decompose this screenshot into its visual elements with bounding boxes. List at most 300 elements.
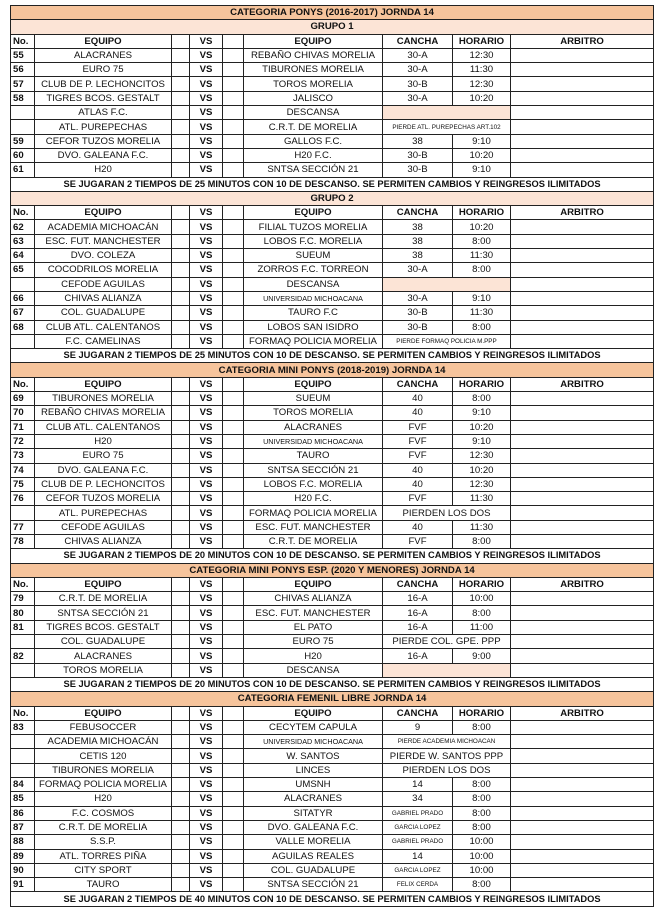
match-row	[11, 163, 654, 177]
home-team: ACADEMIA MICHOACÁN	[35, 735, 172, 749]
header-cancha: CANCHA	[383, 34, 453, 48]
home-team: TIBURONES MORELIA	[35, 392, 172, 406]
arbitro-cell	[511, 291, 654, 305]
spacer-cell	[223, 106, 244, 120]
spacer-cell	[223, 134, 244, 148]
home-team: CEFODE AGUILAS	[35, 277, 172, 291]
home-team: TIGRES BCOS. GESTALT	[35, 91, 172, 105]
header-horario: HORARIO	[453, 577, 511, 591]
vs-label: VS	[190, 778, 223, 792]
match-number: 87	[11, 820, 35, 834]
header-no: No.	[11, 377, 35, 391]
vs-label: VS	[190, 306, 223, 320]
arbitro-cell	[511, 163, 654, 177]
column-header-row	[11, 377, 654, 391]
match-result: PIERDEN LOS DOS	[383, 506, 511, 520]
match-number: 61	[11, 163, 35, 177]
match-row	[11, 392, 654, 406]
arbitro-cell	[511, 434, 654, 448]
home-team: F.C. COSMOS	[35, 806, 172, 820]
match-row	[11, 720, 654, 734]
match-row	[11, 334, 654, 348]
arbitro-cell	[511, 792, 654, 806]
cancha: FELIX CERDA	[383, 878, 453, 892]
spacer-cell	[172, 449, 190, 463]
match-result: PIERDE ACADEMIA MICHOACAN	[383, 735, 511, 749]
cancha: 30-B	[383, 320, 453, 334]
home-team: C.R.T. DE MORELIA	[35, 820, 172, 834]
away-team: LOBOS SAN ISIDRO	[244, 320, 383, 334]
spacer-cell	[223, 120, 244, 134]
header-arbitro: ARBITRO	[511, 206, 654, 220]
arbitro-cell	[511, 749, 654, 763]
vs-label: VS	[190, 449, 223, 463]
match-row	[11, 592, 654, 606]
horario: 8:00	[453, 606, 511, 620]
header-cancha: CANCHA	[383, 206, 453, 220]
spacer-cell	[223, 778, 244, 792]
vs-label: VS	[190, 320, 223, 334]
cancha: 40	[383, 406, 453, 420]
away-team: C.R.T. DE MORELIA	[244, 534, 383, 548]
horario: 12:30	[453, 449, 511, 463]
home-team: DVO. GALEANA F.C.	[35, 463, 172, 477]
cancha: 16-A	[383, 649, 453, 663]
away-team: UNIVERSIDAD MICHOACANA	[244, 434, 383, 448]
horario: 10:20	[453, 148, 511, 162]
spacer-cell	[172, 592, 190, 606]
away-team: SUEUM	[244, 392, 383, 406]
home-team: SNTSA SECCIÓN 21	[35, 606, 172, 620]
spacer-cell	[172, 649, 190, 663]
vs-label: VS	[190, 63, 223, 77]
spacer-cell	[172, 220, 190, 234]
match-row	[11, 878, 654, 892]
cancha: 14	[383, 778, 453, 792]
match-result: PIERDE COL. GPE. PPP	[383, 635, 511, 649]
away-team: LOBOS F.C. MORELIA	[244, 477, 383, 491]
match-row	[11, 778, 654, 792]
spacer-cell	[172, 263, 190, 277]
arbitro-cell	[511, 606, 654, 620]
arbitro-cell	[511, 878, 654, 892]
match-number	[11, 506, 35, 520]
column-header-row	[11, 706, 654, 720]
match-row	[11, 649, 654, 663]
match-row	[11, 635, 654, 649]
horario: 9:10	[453, 291, 511, 305]
away-team: ALACRANES	[244, 792, 383, 806]
spacer-cell	[223, 806, 244, 820]
home-team: EURO 75	[35, 63, 172, 77]
spacer-cell	[172, 620, 190, 634]
match-row	[11, 306, 654, 320]
arbitro-cell	[511, 592, 654, 606]
header-away-team: EQUIPO	[244, 34, 383, 48]
vs-label: VS	[190, 420, 223, 434]
spacer-cell	[172, 792, 190, 806]
match-row	[11, 148, 654, 162]
vs-label: VS	[190, 163, 223, 177]
home-team: F.C. CAMELINAS	[35, 334, 172, 348]
match-row	[11, 735, 654, 749]
away-team: TIBURONES MORELIA	[244, 63, 383, 77]
home-team: CHIVAS ALIANZA	[35, 534, 172, 548]
horario: 8:00	[453, 263, 511, 277]
arbitro-cell	[511, 477, 654, 491]
spacer-cell	[172, 806, 190, 820]
header-no: No.	[11, 706, 35, 720]
home-team: ALACRANES	[35, 48, 172, 62]
away-team: ZORROS F.C. TORREON	[244, 263, 383, 277]
spacer-cell	[172, 77, 190, 91]
vs-label: VS	[190, 463, 223, 477]
vs-label: VS	[190, 849, 223, 863]
away-team: EURO 75	[244, 635, 383, 649]
cancha: 30-A	[383, 291, 453, 305]
away-team: AGUILAS REALES	[244, 849, 383, 863]
column-header-row	[11, 206, 654, 220]
spacer-cell	[223, 249, 244, 263]
match-number: 76	[11, 492, 35, 506]
away-team: DESCANSA	[244, 277, 383, 291]
header-no: No.	[11, 206, 35, 220]
vs-label: VS	[190, 148, 223, 162]
bye-shaded-cell	[383, 277, 511, 291]
home-team: COL. GUADALUPE	[35, 635, 172, 649]
match-row	[11, 477, 654, 491]
arbitro-cell	[511, 134, 654, 148]
match-number: 77	[11, 520, 35, 534]
arbitro-cell	[511, 263, 654, 277]
spacer-cell	[223, 434, 244, 448]
cancha: GARCIA LOPEZ	[383, 863, 453, 877]
vs-label: VS	[190, 492, 223, 506]
home-team: DVO. GALEANA F.C.	[35, 148, 172, 162]
spacer-cell	[172, 434, 190, 448]
horario: 9:10	[453, 406, 511, 420]
match-number: 82	[11, 649, 35, 663]
cancha: 38	[383, 234, 453, 248]
arbitro-cell	[511, 534, 654, 548]
match-number: 68	[11, 320, 35, 334]
vs-label: VS	[190, 234, 223, 248]
away-team: DESCANSA	[244, 663, 383, 677]
match-number: 71	[11, 420, 35, 434]
spacer-cell	[223, 420, 244, 434]
spacer-cell	[172, 334, 190, 348]
horario: 8:00	[453, 534, 511, 548]
arbitro-cell	[511, 763, 654, 777]
away-team: SUEUM	[244, 249, 383, 263]
cancha: 30-B	[383, 163, 453, 177]
bye-shaded-cell	[383, 106, 511, 120]
header-away-team: EQUIPO	[244, 706, 383, 720]
match-number: 85	[11, 792, 35, 806]
home-team: CEFOR TUZOS MORELIA	[35, 134, 172, 148]
spacer-cell	[172, 763, 190, 777]
arbitro-cell	[511, 720, 654, 734]
spacer-cell	[223, 406, 244, 420]
match-row	[11, 406, 654, 420]
match-number: 73	[11, 449, 35, 463]
vs-label: VS	[190, 720, 223, 734]
rules-note: SE JUGARAN 2 TIEMPOS DE 25 MINUTOS CON 10 DE DESCANSO. SE PERMITEN CAMBIOS Y REINGRESOS ILIMITADOS	[11, 349, 654, 363]
match-row	[11, 835, 654, 849]
match-row	[11, 63, 654, 77]
cancha: 38	[383, 220, 453, 234]
arbitro-cell	[511, 392, 654, 406]
spacer-cell	[172, 849, 190, 863]
match-number: 59	[11, 134, 35, 148]
away-team: DVO. GALEANA F.C.	[244, 820, 383, 834]
header-vs: VS	[190, 34, 223, 48]
match-row	[11, 820, 654, 834]
away-team: CECYTEM CAPULA	[244, 720, 383, 734]
group-title: GRUPO 1	[11, 20, 654, 34]
away-team: SNTSA SECCIÓN 21	[244, 163, 383, 177]
spacer-cell	[223, 620, 244, 634]
spacer-cell	[172, 477, 190, 491]
match-result: PIERDE FORMAQ POLICIA M.PPP	[383, 334, 511, 348]
arbitro-cell	[511, 778, 654, 792]
spacer-cell	[172, 91, 190, 105]
match-row	[11, 849, 654, 863]
header-vs: VS	[190, 206, 223, 220]
vs-label: VS	[190, 592, 223, 606]
header-arbitro: ARBITRO	[511, 706, 654, 720]
rules-note: SE JUGARAN 2 TIEMPOS DE 25 MINUTOS CON 10 DE DESCANSO. SE PERMITEN CAMBIOS Y REINGRESOS ILIMITADOS	[11, 177, 654, 191]
cancha: 30-A	[383, 63, 453, 77]
horario: 9:10	[453, 434, 511, 448]
header-arbitro: ARBITRO	[511, 577, 654, 591]
horario: 8:00	[453, 320, 511, 334]
spacer-cell	[172, 863, 190, 877]
match-number: 58	[11, 91, 35, 105]
spacer-cell	[223, 463, 244, 477]
match-result: PIERDEN LOS DOS	[383, 763, 511, 777]
vs-label: VS	[190, 735, 223, 749]
spacer-cell	[172, 463, 190, 477]
match-row	[11, 120, 654, 134]
arbitro-cell	[511, 320, 654, 334]
horario: 9:00	[453, 649, 511, 663]
spacer-cell	[172, 520, 190, 534]
match-row	[11, 506, 654, 520]
spacer-cell	[172, 392, 190, 406]
horario: 11:30	[453, 520, 511, 534]
vs-label: VS	[190, 334, 223, 348]
match-number	[11, 277, 35, 291]
match-row	[11, 420, 654, 434]
away-team: SNTSA SECCIÓN 21	[244, 878, 383, 892]
header-horario: HORARIO	[453, 206, 511, 220]
category-title: CATEGORIA PONYS (2016-2017) JORNDA 14	[11, 6, 654, 20]
arbitro-cell	[511, 91, 654, 105]
arbitro-cell	[511, 220, 654, 234]
arbitro-cell	[511, 306, 654, 320]
match-row	[11, 234, 654, 248]
home-team: CHIVAS ALIANZA	[35, 291, 172, 305]
away-team: TOROS MORELIA	[244, 406, 383, 420]
home-team: ALACRANES	[35, 649, 172, 663]
header-horario: HORARIO	[453, 34, 511, 48]
horario: 11:00	[453, 620, 511, 634]
away-team: C.R.T. DE MORELIA	[244, 120, 383, 134]
spacer-cell	[223, 449, 244, 463]
header-vs: VS	[190, 577, 223, 591]
spacer-cell	[223, 606, 244, 620]
cancha: 9	[383, 720, 453, 734]
away-team: GALLOS F.C.	[244, 134, 383, 148]
spacer-cell	[172, 148, 190, 162]
header-cancha: CANCHA	[383, 377, 453, 391]
vs-label: VS	[190, 620, 223, 634]
match-number	[11, 334, 35, 348]
group-title: GRUPO 2	[11, 191, 654, 205]
header-home-team: EQUIPO	[35, 34, 172, 48]
cancha: 30-B	[383, 148, 453, 162]
vs-label: VS	[190, 649, 223, 663]
arbitro-cell	[511, 106, 654, 120]
horario: 10:20	[453, 91, 511, 105]
match-number: 83	[11, 720, 35, 734]
header-horario: HORARIO	[453, 377, 511, 391]
vs-label: VS	[190, 77, 223, 91]
arbitro-cell	[511, 835, 654, 849]
away-team: H20 F.C.	[244, 492, 383, 506]
away-team: UNIVERSIDAD MICHOACANA	[244, 735, 383, 749]
home-team: H20	[35, 792, 172, 806]
vs-label: VS	[190, 48, 223, 62]
cancha: FVF	[383, 434, 453, 448]
arbitro-cell	[511, 806, 654, 820]
spacer-cell	[223, 735, 244, 749]
header-spacer	[223, 206, 244, 220]
match-row	[11, 449, 654, 463]
arbitro-cell	[511, 863, 654, 877]
horario: 8:00	[453, 234, 511, 248]
match-number: 75	[11, 477, 35, 491]
rules-note-row	[11, 349, 654, 363]
horario: 8:00	[453, 720, 511, 734]
horario: 10:20	[453, 463, 511, 477]
match-row	[11, 863, 654, 877]
away-team: ESC. FUT. MANCHESTER	[244, 606, 383, 620]
spacer-cell	[223, 663, 244, 677]
vs-label: VS	[190, 663, 223, 677]
header-horario: HORARIO	[453, 706, 511, 720]
away-team: FILIAL TUZOS MORELIA	[244, 220, 383, 234]
match-number: 84	[11, 778, 35, 792]
away-team: JALISCO	[244, 91, 383, 105]
match-number	[11, 735, 35, 749]
header-home-team: EQUIPO	[35, 377, 172, 391]
horario: 11:30	[453, 492, 511, 506]
spacer-cell	[172, 306, 190, 320]
match-number	[11, 120, 35, 134]
match-row	[11, 320, 654, 334]
match-number: 56	[11, 63, 35, 77]
spacer-cell	[172, 291, 190, 305]
spacer-cell	[172, 663, 190, 677]
horario: 11:30	[453, 306, 511, 320]
spacer-cell	[172, 234, 190, 248]
spacer-cell	[223, 720, 244, 734]
home-team: S.S.P.	[35, 835, 172, 849]
match-number	[11, 663, 35, 677]
spacer-cell	[223, 277, 244, 291]
spacer-cell	[223, 263, 244, 277]
spacer-cell	[223, 820, 244, 834]
header-home-team: EQUIPO	[35, 577, 172, 591]
header-home-team: EQUIPO	[35, 206, 172, 220]
vs-label: VS	[190, 91, 223, 105]
match-number: 70	[11, 406, 35, 420]
arbitro-cell	[511, 449, 654, 463]
horario: 8:00	[453, 878, 511, 892]
away-team: LOBOS F.C. MORELIA	[244, 234, 383, 248]
cancha: FVF	[383, 420, 453, 434]
vs-label: VS	[190, 134, 223, 148]
arbitro-cell	[511, 406, 654, 420]
match-number	[11, 763, 35, 777]
away-team: LINCES	[244, 763, 383, 777]
cancha: 40	[383, 392, 453, 406]
spacer-cell	[172, 406, 190, 420]
away-team: REBAÑO CHIVAS MORELIA	[244, 48, 383, 62]
category-title: CATEGORIA FEMENIL LIBRE JORNDA 14	[11, 692, 654, 706]
spacer-cell	[223, 91, 244, 105]
match-number: 60	[11, 148, 35, 162]
match-number: 62	[11, 220, 35, 234]
match-number: 63	[11, 234, 35, 248]
spacer-cell	[172, 492, 190, 506]
horario: 12:30	[453, 48, 511, 62]
vs-label: VS	[190, 263, 223, 277]
spacer-cell	[172, 749, 190, 763]
cancha: 30-B	[383, 77, 453, 91]
cancha: FVF	[383, 492, 453, 506]
arbitro-cell	[511, 234, 654, 248]
match-number: 57	[11, 77, 35, 91]
home-team: TAURO	[35, 878, 172, 892]
header-spacer	[172, 706, 190, 720]
category-title-row	[11, 363, 654, 377]
horario: 11:30	[453, 63, 511, 77]
match-number: 65	[11, 263, 35, 277]
vs-label: VS	[190, 477, 223, 491]
cancha: 30-A	[383, 263, 453, 277]
match-row	[11, 463, 654, 477]
match-row	[11, 77, 654, 91]
horario: 8:00	[453, 806, 511, 820]
horario: 8:00	[453, 820, 511, 834]
vs-label: VS	[190, 820, 223, 834]
header-spacer	[223, 577, 244, 591]
spacer-cell	[223, 163, 244, 177]
arbitro-cell	[511, 620, 654, 634]
away-team: W. SANTOS	[244, 749, 383, 763]
arbitro-cell	[511, 63, 654, 77]
horario: 9:10	[453, 134, 511, 148]
rules-note: SE JUGARAN 2 TIEMPOS DE 20 MINUTOS CON 10 DE DESCANSO. SE PERMITEN CAMBIOS Y REINGRESOS ILIMITADOS	[11, 677, 654, 691]
horario: 10:20	[453, 220, 511, 234]
spacer-cell	[223, 492, 244, 506]
horario: 10:00	[453, 835, 511, 849]
vs-label: VS	[190, 792, 223, 806]
arbitro-cell	[511, 635, 654, 649]
